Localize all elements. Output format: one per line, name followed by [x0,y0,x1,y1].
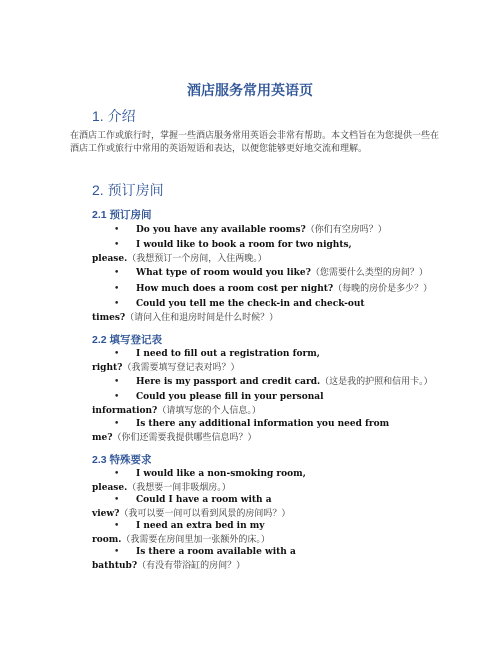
section-heading-booking: 2. 预订房间 [92,182,164,198]
subsection-heading-2-2: 2.2 填写登记表 [92,334,163,346]
list-item: • Could I have a room with a view?（我可以要一间可以看到风景的房间吗？） [92,495,291,519]
list-item: • I would like a non-smoking room, please.（我想要一间非吸烟房。） [92,469,306,493]
list-item: • I need an extra bed in my room.（我需要在房间里加一张额外的床。） [92,521,270,545]
list-item: • How much does a room cost per night?（每晚的房价是多少？） [92,283,438,297]
bullet-icon: • [114,521,120,531]
bullet-icon: • [114,240,120,250]
list-item: • Here is my passport and credit card.（这是我的护照和信用卡。） [92,376,438,390]
list-item: • Is there a room available with a bathtub?（有没有带浴缸的房间？） [92,547,296,571]
document-title: 酒店服务常用英语页 [187,82,313,98]
list-item: • I would like to book a room for two nights, please.（我想预订一个房间，入住两晚。） [92,240,352,264]
list-item: • Could you please fill in your personal information?（请填写您的个人信息。） [92,392,324,416]
list-item: • Could you tell me the check-in and check-out times?（请问入住和退房时间是什么时候？） [92,299,365,323]
list-item: • I need to fill out a registration form, right?（我需要填写登记表对吗？） [92,349,320,373]
list-item: • Is there any additional information you need from me?（你们还需要我提供哪些信息吗？） [92,419,390,443]
bullet-icon: • [114,299,120,309]
bullet-icon: • [114,469,120,479]
bullet-icon: • [114,392,120,402]
list-item: • What type of room would you like?（您需要什么类型的房间？） [92,267,438,281]
list-item: • Do you have any available rooms?（你们有空房吗？） [92,224,438,238]
bullet-icon: • [114,495,120,505]
bullet-icon: • [114,547,120,557]
section-heading-intro: 1. 介绍 [92,108,136,124]
intro-paragraph: 在酒店工作或旅行时，掌握一些酒店服务常用英语会非常有帮助。本文档旨在为您提供一些在酒店工作或旅行中常用的英语短语和表达，以便您能够更好地交流和理解。 [70,131,440,154]
bullet-icon: • [114,377,120,387]
bullet-icon: • [114,349,120,359]
bullet-icon: • [114,419,120,429]
bullet-icon: • [114,225,120,235]
bullet-icon: • [114,268,120,278]
subsection-heading-2-1: 2.1 预订房间 [92,209,152,221]
subsection-heading-2-3: 2.3 特殊要求 [92,454,152,466]
bullet-icon: • [114,284,120,294]
